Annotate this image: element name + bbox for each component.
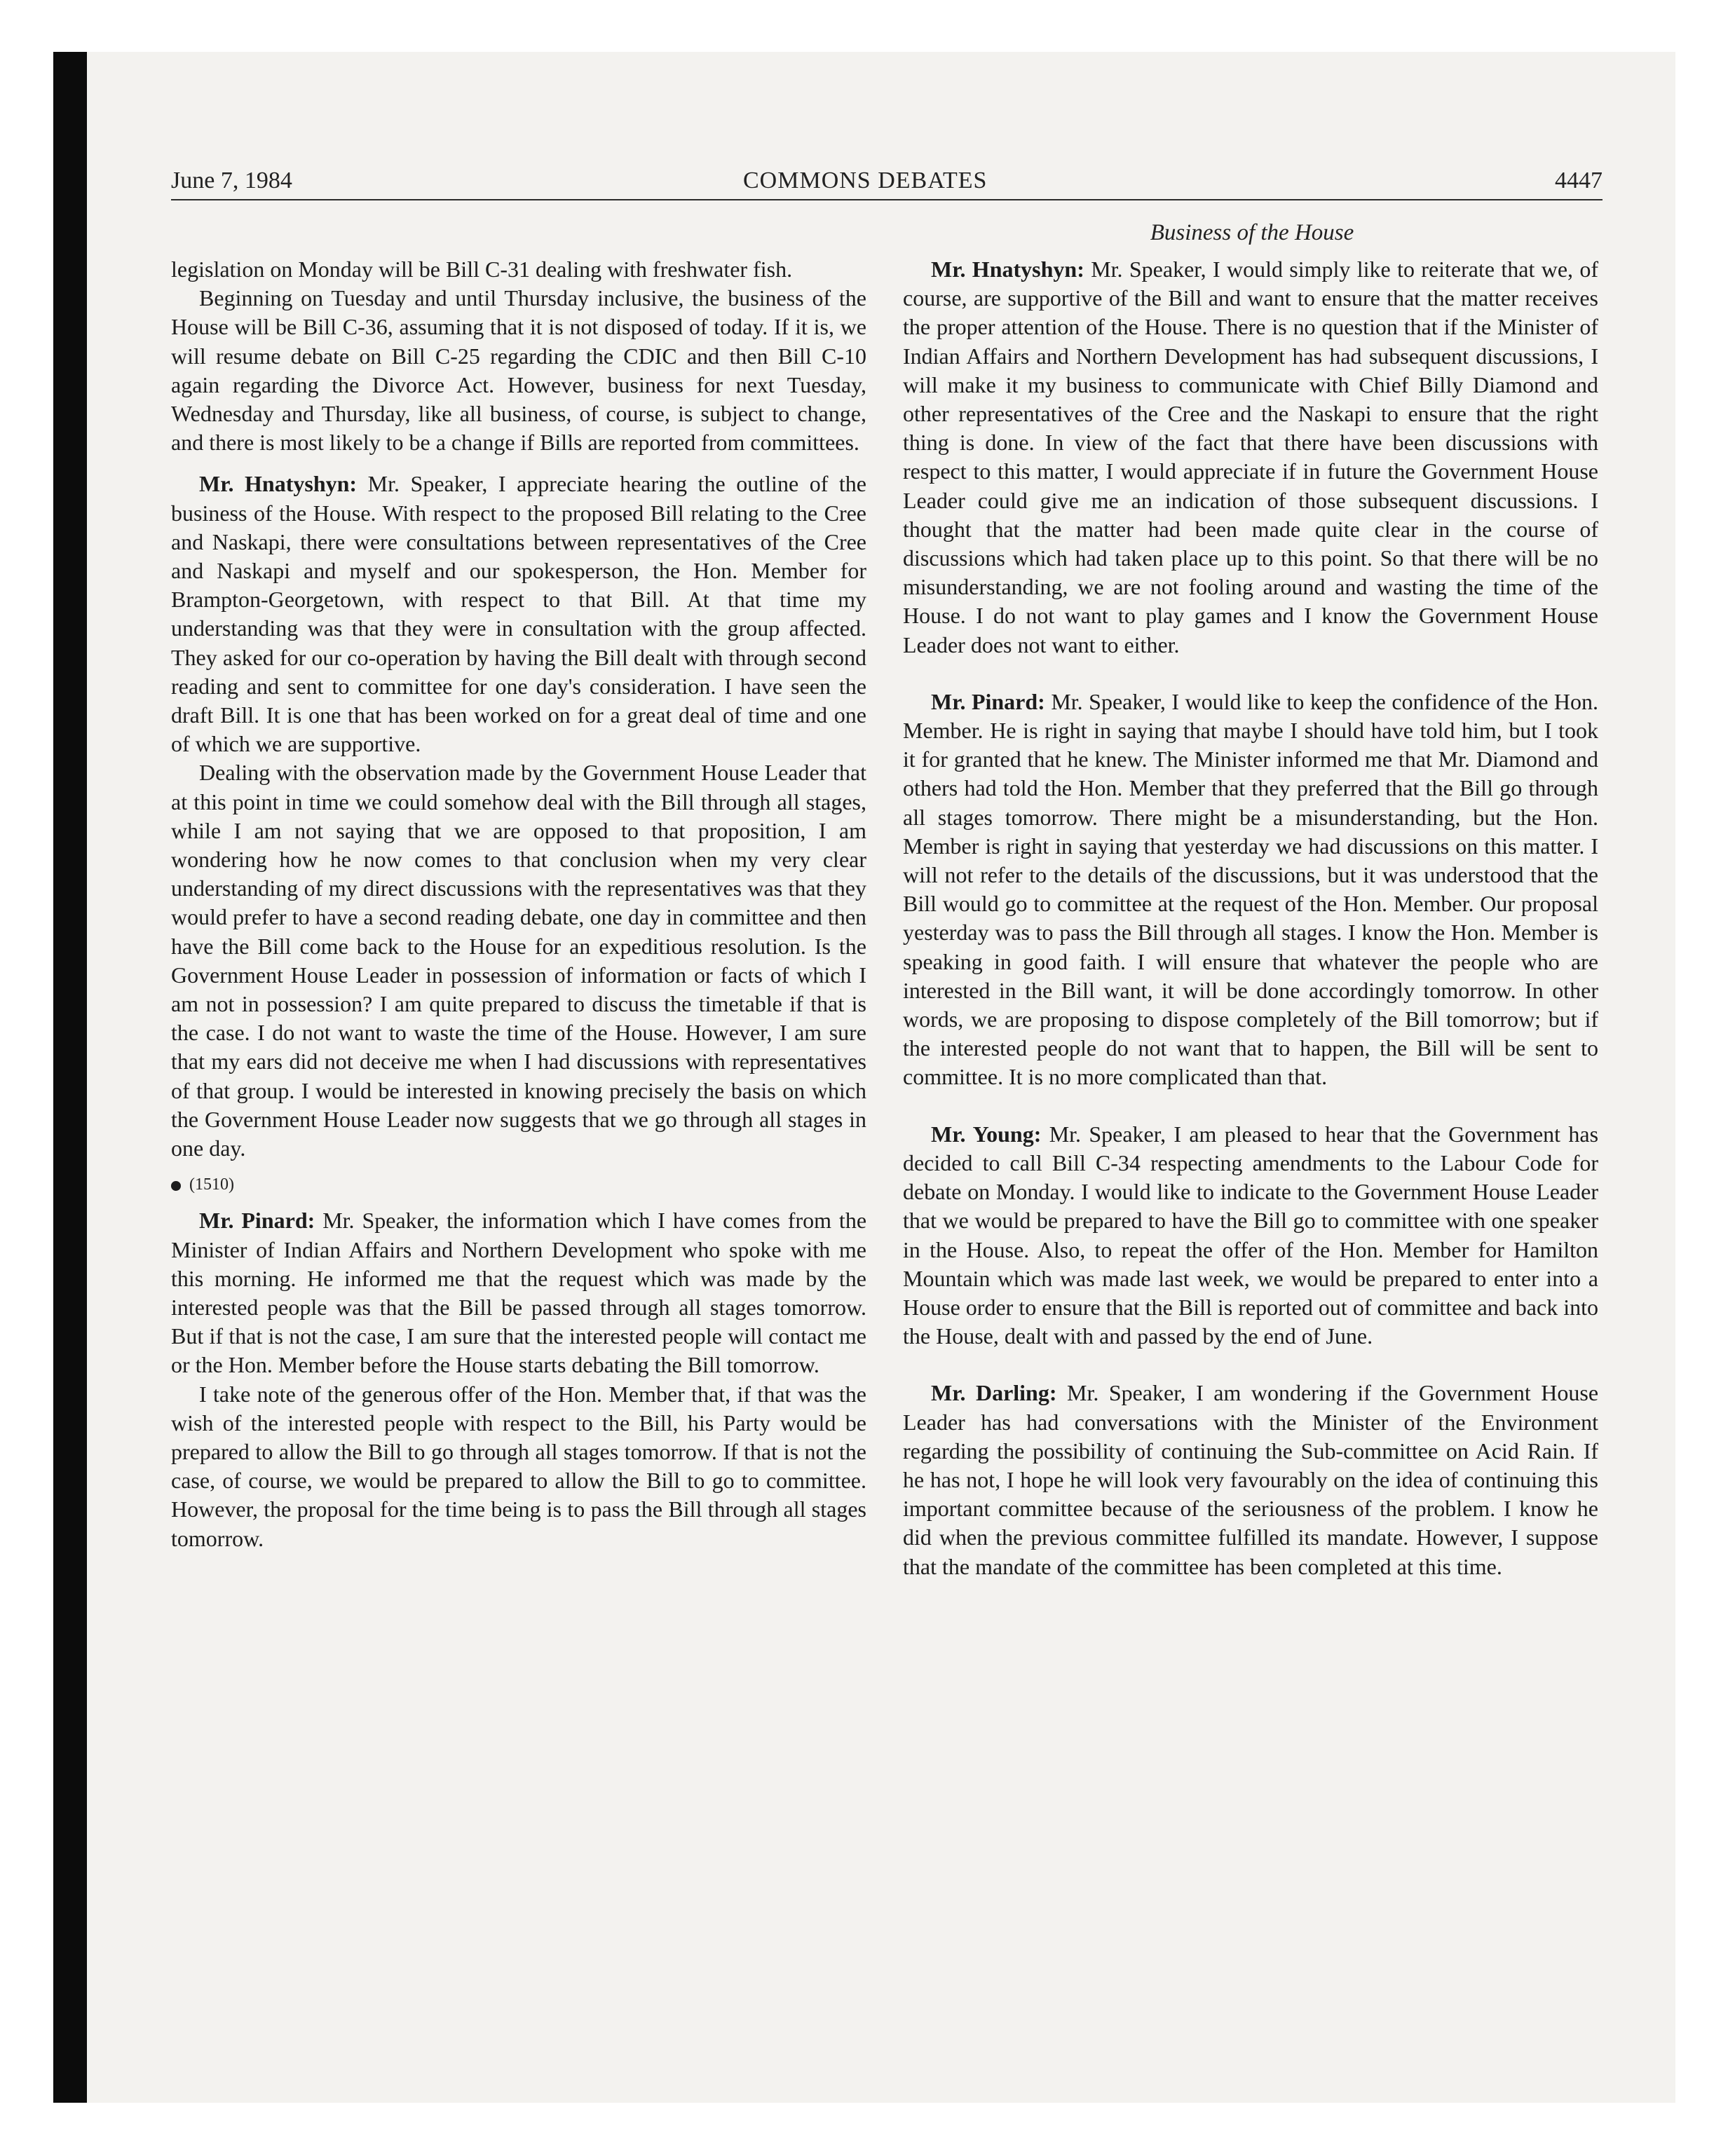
speech-paragraph bbox=[903, 255, 1598, 660]
paragraph: I take note of the generous offer of the Hon. Member that, if that was the wish of the interested people with respect to the Bill, his Party would be prepared to allow the Bill to go through all stages tomorrow. If that is not the case, of course, we would be prepared to allow the Bill to go to committee. However, the proposal for the time being is to pass the Bill through all stages tomorrow. bbox=[171, 1381, 866, 1551]
header-rule bbox=[171, 199, 1603, 200]
time-marker bbox=[171, 1174, 866, 1195]
paragraph: Beginning on Tuesday and until Thursday inclusive, the business of the House will be Bill C-36, assuming that it is not disposed of today. If it is, we will resume debate on Bill C-25 regarding the CDIC and then Bill C-10 again regarding the Divorce Act. However, business for next Tuesday, Wednesday and Thursday, like all business, of course, is subject to change, and there is most likely to be a change if Bills are reported from committees. bbox=[171, 285, 866, 456]
speaker-name: Mr. Hnatyshyn: bbox=[931, 257, 1084, 282]
header-date: June 7, 1984 bbox=[171, 168, 292, 193]
scan-spine-shadow bbox=[53, 52, 87, 2103]
header-title: COMMONS DEBATES bbox=[743, 168, 988, 193]
speaker-name: Mr. Hnatyshyn: bbox=[199, 471, 358, 497]
speech-text: Mr. Speaker, I am wondering if the Government House Leader has had conversations with the Minister of the Environment regarding the possibility of continuing the Sub-committee on Acid Rain. If he has not, I hope he will look very favourably on the idea of continuing this important committee because of the seriousness of the problem. I know he did when the previous committee fulfilled its mandate. However, I suppose that the mandate of the committee has been completed at this time. bbox=[903, 1380, 1599, 1579]
section-heading: Business of the House bbox=[1150, 220, 1354, 245]
paragraph: legislation on Monday will be Bill C-31 dealing with freshwater fish. bbox=[171, 257, 793, 282]
speech-text: Mr. Speaker, I would like to keep the confidence of the Hon. Member. He is right in saying that maybe I should have told him, but I took it for granted that he knew. The Minister informed me that Mr. Diamond and others had told the Hon. Member that they preferred that the Bill go through all stages tomorrow. There might be a misunderstanding, but the Hon. Member is right in saying that yesterday we had discussions on this matter. I will not refer to the details of the discussions, but it was understood that the Bill would go to committee at the request of the Hon. Member. Our proposal yesterday was to pass the Bill through all stages. I know the Hon. Member is speaking in good faith. I will ensure that whatever the people who are interested in the Bill want, it will be done accordingly tomorrow. In other words, we are proposing to dispose completely of the Bill tomorrow; but if the interested people do not want that to happen, the Bill will be sent to committee. It is no more complicated than that. bbox=[903, 688, 1599, 1090]
speaker-name: Mr. Young: bbox=[931, 1121, 1042, 1147]
right-column bbox=[903, 255, 1598, 1581]
speech-paragraph bbox=[171, 470, 866, 758]
speech-paragraph bbox=[171, 1206, 866, 1379]
speech-text: Mr. Speaker, I would simply like to reiterate that we, of course, are supportive of the Bill and want to ensure that the matter receives the proper attention of the House. There is no question that if the Minister of Indian Affairs and Northern Development has had subsequent discussions, I will make it my business to communicate with Chief Billy Diamond and other representatives of the Cree and the Naskapi to ensure that the right thing is done. In view of the fact that there have been discussions with respect to this matter, I would appreciate if in future the Government House Leader could give me an indication of those subsequent discussions. I thought that the matter had been made quite clear in the course of discussions which had taken place up to this point. So that there will be no misunderstanding, we are not fooling around and wasting the time of the House. I do not want to play games and I know the Government House Leader does not want to either. bbox=[903, 257, 1599, 657]
paragraph: Dealing with the observation made by the Government House Leader that at this point in time we could somehow deal with the Bill through all stages, while I am not saying that we are opposed to that proposition, I am wondering how he now comes to that conclusion when my very clear understanding of my direct discussions with the representatives was that they would prefer to have a second reading debate, one day in committee and then have the Bill come back to the House for an expeditious resolution. Is the Government House Leader in possession of information or facts of which I am not in possession? I am quite prepared to discuss the timetable if that is the case. I do not want to waste the time of the House. However, I am sure that my ears did not deceive me when I had discussions with representatives of that group. I would be interested in knowing precisely the basis on which the Government House Leader now suggests that we go through all stages in one day. bbox=[171, 760, 866, 1161]
left-column bbox=[171, 255, 866, 1553]
speech-text: Mr. Speaker, I am pleased to hear that the Government has decided to call Bill C-34 respecting amendments to the Labour Code for debate on Monday. I would like to indicate to the Government House Leader that we would be prepared to have the Bill go to committee with one speaker in the House. Also, to repeat the offer of the Hon. Member for Hamilton Mountain which was made last week, we would be prepared to enter into a House order to ensure that the Bill is reported out of committee and back into the House, dealt with and passed by the end of June. bbox=[903, 1121, 1599, 1349]
speech-paragraph bbox=[903, 1120, 1598, 1351]
speech-text: Mr. Speaker, I appreciate hearing the outline of the business of the House. With respect to the proposed Bill relating to the Cree and Naskapi, there were consultations between representatives of the Cree and Naskapi and myself and our spokesperson, the Hon. Member for Brampton-Georgetown, with respect to that Bill. At that time my understanding was that they were in consultation with the group affected. They asked for our co-operation by having the Bill dealt with through second reading and sent to committee for one day's consideration. I have seen the draft Bill. It is one that has been worked on for a great deal of time and one of which we are supportive. bbox=[171, 471, 867, 757]
speech-paragraph bbox=[903, 688, 1598, 1092]
speaker-name: Mr. Darling: bbox=[931, 1380, 1057, 1406]
bullet-icon bbox=[171, 1181, 181, 1191]
speech-paragraph bbox=[903, 1379, 1598, 1581]
time-marker-text: (1510) bbox=[189, 1175, 234, 1194]
page-number: 4447 bbox=[1555, 168, 1603, 193]
speaker-name: Mr. Pinard: bbox=[931, 688, 1045, 714]
speaker-name: Mr. Pinard: bbox=[199, 1208, 315, 1234]
speech-text: Mr. Speaker, the information which I have comes from the Minister of Indian Affairs and Northern Development who spoke with me this morning. He informed me that the request which was made by the interested people was that the Bill be passed through all stages tomorrow. But if that is not the case, I am sure that the interested people will contact me or the Hon. Member before the House starts debating the Bill tomorrow. bbox=[171, 1208, 867, 1378]
